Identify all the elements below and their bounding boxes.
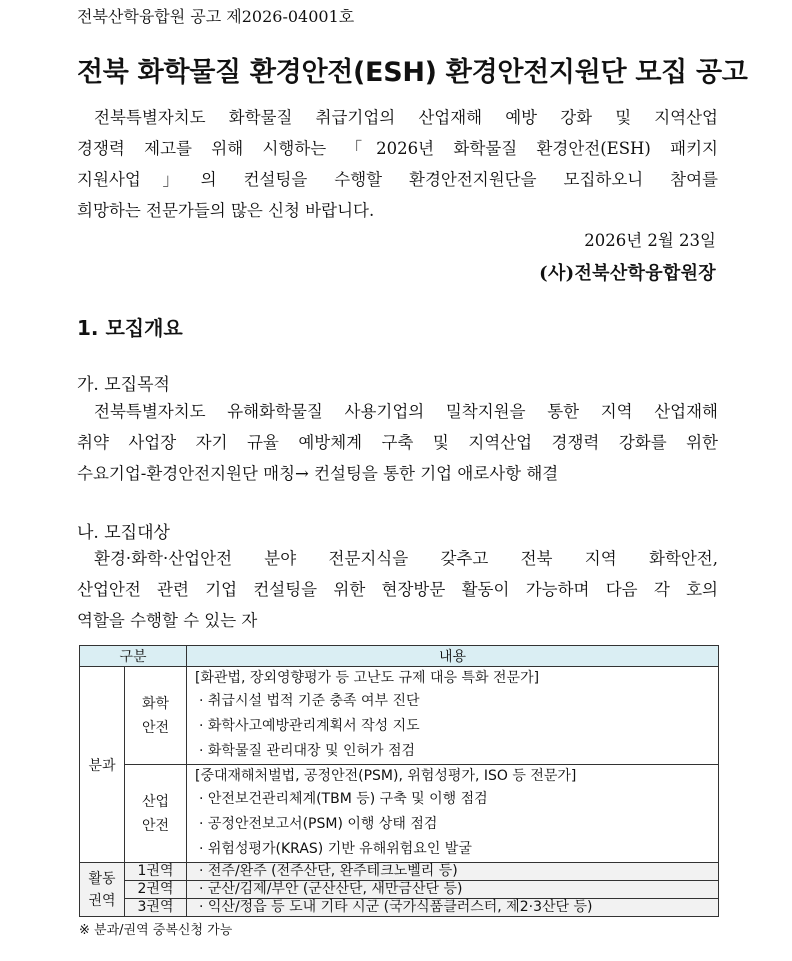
footnote: ※ 분과/권역 중복신청 가능 (79, 923, 233, 938)
field-content-heading: [중대재해처벌법, 공정안전(PSM), 위험성평가, ISO 등 전문가] (195, 768, 577, 784)
field-content (187, 765, 719, 863)
region-content: · 익산/정읍 등 도내 기타 시군 (국가식품클러스터, 제2·3산단 등) (187, 899, 719, 917)
field-name-line: 산업 (141, 793, 170, 810)
section-heading: 1. 모집개요 (77, 316, 183, 340)
announcement-date: 2026년 2월 23일 (584, 231, 716, 250)
intro-line: 희망하는 전문가들의 많은 신청 바랍니다. (77, 201, 375, 220)
purpose-line: 전북특별자치도 유해화학물질 사용기업의 밀착지원을 통한 지역 산업재해 (94, 402, 718, 421)
field-content-heading: [화관법, 장외영향평가 등 고난도 규제 대응 특화 전문가] (195, 670, 540, 686)
region-name: 1권역 (125, 863, 187, 881)
field-group-label: 분과 (80, 667, 125, 863)
target-paragraph (77, 543, 718, 636)
region-content: · 전주/완주 (전주산단, 완주테크노벨리 등) (187, 863, 719, 881)
region-name: 3권역 (125, 899, 187, 917)
region-group-label (80, 863, 125, 917)
target-line: 역할을 수행할 수 있는 자 (77, 611, 258, 630)
region-group-label-line: 권역 (88, 892, 116, 909)
field-item: · 화학사고예방관리계획서 작성 지도 (199, 718, 420, 734)
notice-number: 전북산학융합원 공고 제2026-04001호 (77, 7, 355, 26)
intro-line: 지원사업」의 컨설팅을 수행할 환경안전지원단을 모집하오니 참여를 (77, 170, 718, 189)
purpose-line: 취약 사업장 자기 규율 예방체계 구축 및 지역산업 경쟁력 강화를 위한 (77, 433, 718, 452)
field-item: · 화학물질 관리대장 및 인허가 점검 (199, 743, 416, 759)
field-item: · 안전보건관리체계(TBM 등) 구축 및 이행 점검 (199, 791, 488, 807)
field-name-line: 안전 (141, 719, 170, 736)
intro-line: 경쟁력 제고를 위해 시행하는 「2026년 화학물질 환경안전(ESH) 패키지 (77, 139, 718, 158)
field-content (187, 667, 719, 765)
table-header-category: 구분 (80, 646, 187, 667)
field-name (125, 765, 187, 863)
field-name-line: 안전 (141, 817, 170, 834)
intro-line: 전북특별자치도 화학물질 취급기업의 산업재해 예방 강화 및 지역산업 (94, 108, 718, 127)
intro-paragraph (77, 102, 718, 226)
purpose-paragraph (77, 396, 718, 489)
page-title: 전북 화학물질 환경안전(ESH) 환경안전지원단 모집 공고 (77, 57, 748, 88)
field-item: · 취급시설 법적 기준 충족 여부 진단 (199, 693, 420, 709)
region-content: · 군산/김제/부안 (군산산단, 새만금산단 등) (187, 881, 719, 899)
region-group-label-line: 활동 (88, 870, 116, 887)
purpose-heading: 가. 모집목적 (77, 375, 170, 395)
field-item: · 공정안전보고서(PSM) 이행 상태 점검 (199, 816, 438, 832)
field-name (125, 667, 187, 765)
target-heading: 나. 모집대상 (77, 523, 170, 543)
field-item: · 위험성평가(KRAS) 기반 유해위험요인 발굴 (199, 841, 472, 857)
table-header-content: 내용 (187, 646, 719, 667)
purpose-line: 수요기업-환경안전지원단 매칭→ 컨설팅을 통한 기업 애로사항 해결 (77, 464, 559, 483)
recruitment-table (79, 645, 719, 917)
target-line: 환경·화학·산업안전 분야 전문지식을 갖추고 전북 지역 화학안전, (94, 549, 718, 568)
field-name-line: 화학 (141, 695, 170, 712)
target-line: 산업안전 관련 기업 컨설팅을 위한 현장방문 활동이 가능하며 다음 각 호의 (77, 580, 718, 599)
organization-name: (사)전북산학융합원장 (539, 263, 716, 284)
region-name: 2권역 (125, 881, 187, 899)
